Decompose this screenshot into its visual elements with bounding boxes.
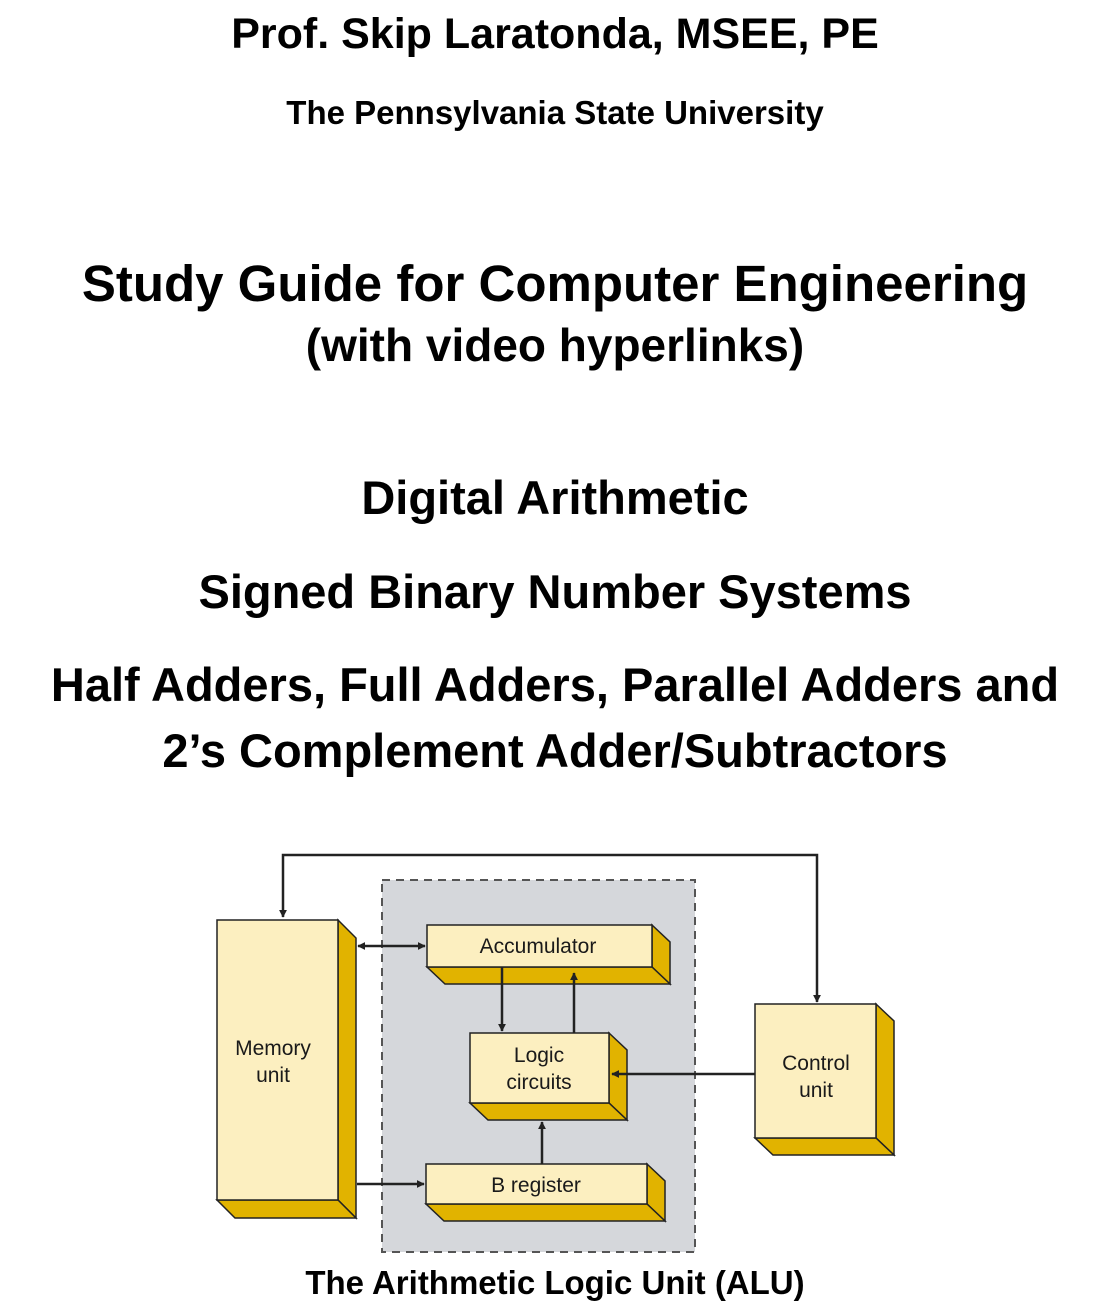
control-label-line2: unit bbox=[799, 1079, 833, 1102]
accumulator-label: Accumulator bbox=[479, 935, 597, 958]
author-name: Prof. Skip Laratonda, MSEE, PE bbox=[231, 10, 879, 58]
topic-signed-binary: Signed Binary Number Systems bbox=[198, 565, 912, 618]
document-title: Study Guide for Computer Engineering bbox=[81, 255, 1029, 312]
logic-label-line1: Logic bbox=[513, 1044, 565, 1067]
university-name: The Pennsylvania State University bbox=[286, 94, 824, 131]
memory-label-line2: unit bbox=[256, 1064, 290, 1087]
control-label-line1: Control bbox=[782, 1052, 850, 1075]
memory-label-line1: Memory bbox=[235, 1037, 311, 1060]
topic-adders-line2: 2’s Complement Adder/Subtractors bbox=[162, 724, 948, 777]
logic-circuits-block bbox=[470, 1033, 627, 1120]
logic-label-line2: circuits bbox=[506, 1071, 572, 1094]
accumulator-block bbox=[427, 925, 670, 984]
b-register-block bbox=[426, 1164, 665, 1221]
control-unit-block bbox=[755, 1004, 894, 1155]
memory-unit-block bbox=[217, 920, 356, 1218]
b-register-label: B register bbox=[491, 1174, 581, 1197]
diagram-caption: The Arithmetic Logic Unit (ALU) bbox=[305, 1264, 805, 1301]
topic-adders-line1: Half Adders, Full Adders, Parallel Adders and bbox=[50, 658, 1060, 711]
topic-digital-arithmetic: Digital Arithmetic bbox=[361, 471, 749, 524]
document-subtitle: (with video hyperlinks) bbox=[305, 319, 805, 371]
